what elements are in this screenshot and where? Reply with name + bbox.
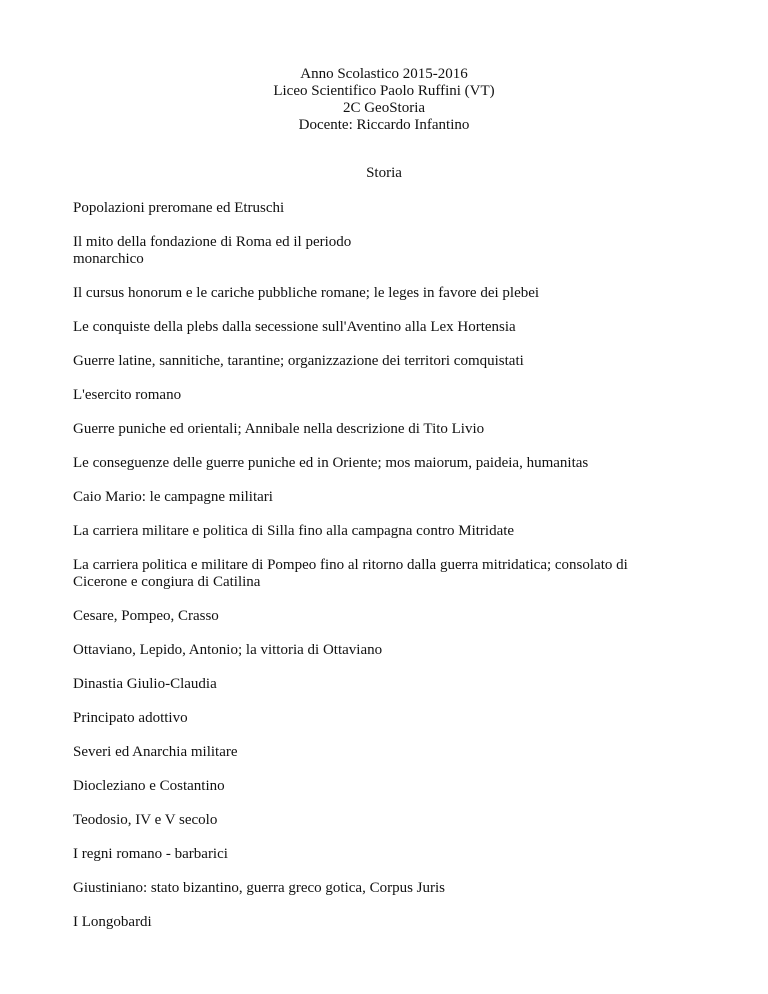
topic-item: Principato adottivo <box>73 710 188 726</box>
topic-item: Cesare, Pompeo, Crasso <box>73 608 219 624</box>
topic-item: La carriera militare e politica di Silla fino alla campagna contro Mitridate <box>73 523 515 539</box>
topic-item: Le conquiste della plebs dalla secessione sull'Aventino alla Lex Hortensia <box>73 319 516 335</box>
topic-item: I Longobardi <box>73 914 152 930</box>
teacher-name: Docente: Riccardo Infantino <box>298 117 470 133</box>
topic-item: Guerre puniche ed orientali; Annibale nella descrizione di Tito Livio <box>73 421 485 437</box>
topic-item: Teodosio, IV e V secolo <box>73 812 218 828</box>
topic-item: Guerre latine, sannitiche, tarantine; organizzazione dei territori comquistati <box>73 353 524 369</box>
topic-item: L'esercito romano <box>73 387 182 403</box>
document-header <box>0 66 768 134</box>
section-title: Storia <box>366 165 402 181</box>
topic-item: Le conseguenze delle guerre puniche ed in Oriente; mos maiorum, paideia, humanitas <box>73 455 589 471</box>
school-name: Liceo Scientifico Paolo Ruffini (VT) <box>273 83 495 99</box>
topic-item: Il mito della fondazione di Roma ed il periodo monarchico <box>73 234 352 267</box>
topic-item: Ottaviano, Lepido, Antonio; la vittoria di Ottaviano <box>73 642 383 658</box>
topic-item: Diocleziano e Costantino <box>73 778 225 794</box>
school-year: Anno Scolastico 2015-2016 <box>300 66 468 82</box>
topic-item: Severi ed Anarchia militare <box>73 744 238 760</box>
topic-item: Il cursus honorum e le cariche pubbliche romane; le leges in favore dei plebei <box>73 285 540 301</box>
topic-item: Dinastia Giulio-Claudia <box>73 676 217 692</box>
topic-list <box>73 200 673 948</box>
topic-item: Popolazioni preromane ed Etruschi <box>73 200 285 216</box>
topic-item: La carriera politica e militare di Pompeo fino al ritorno dalla guerra mitridatica; consolato di Cicerone e congiura di Catilina <box>73 557 628 590</box>
topic-item: Caio Mario: le campagne militari <box>73 489 273 505</box>
topic-item: I regni romano - barbarici <box>73 846 228 862</box>
class-subject: 2C GeoStoria <box>342 100 426 116</box>
topic-item: Giustiniano: stato bizantino, guerra greco gotica, Corpus Juris <box>73 880 446 896</box>
